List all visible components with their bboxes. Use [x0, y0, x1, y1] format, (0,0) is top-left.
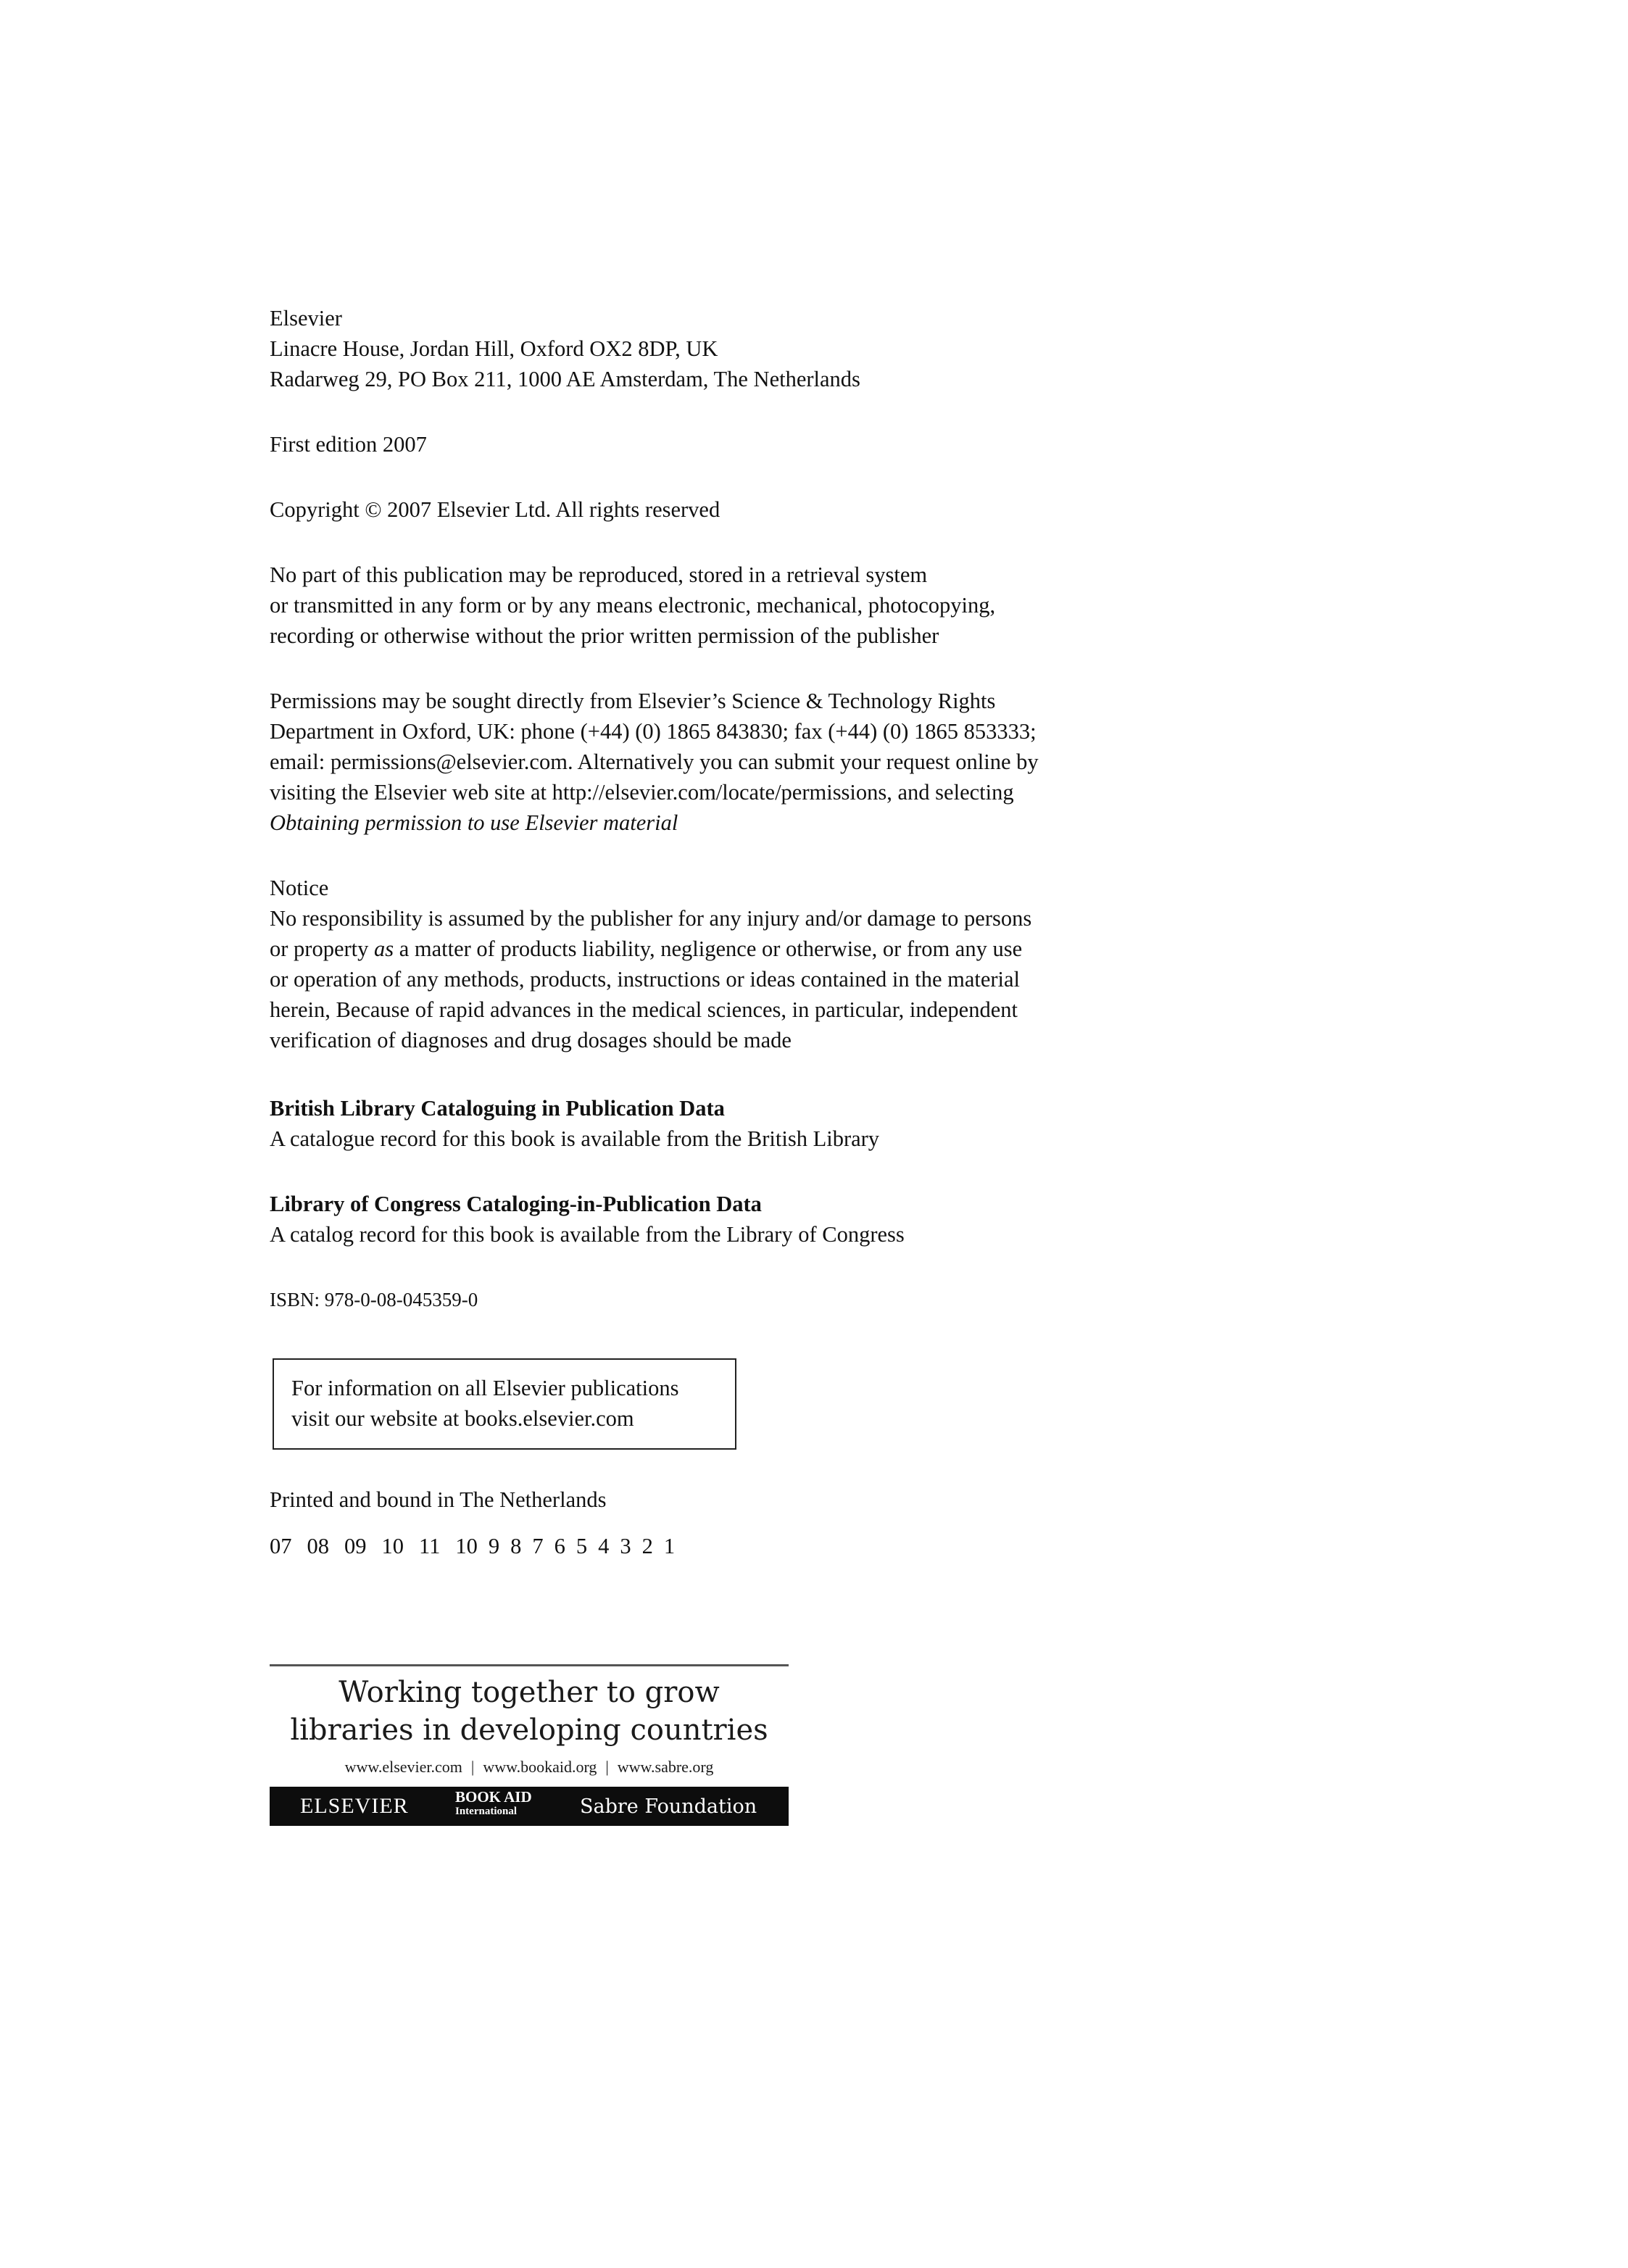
- print-number: 4: [598, 1534, 610, 1558]
- notice-line: verification of diagnoses and drug dosages should be made: [270, 1028, 792, 1052]
- printed-statement: Printed and bound in The Netherlands: [270, 1487, 607, 1512]
- notice-section: [270, 873, 1161, 1055]
- banner-slogan-line: Working together to grow: [339, 1676, 720, 1709]
- copyright-statement: Copyright © 2007 Elsevier Ltd. All rights reserved: [270, 497, 720, 522]
- banner-url: www.sabre.org: [617, 1758, 714, 1776]
- print-number: 2: [641, 1534, 653, 1558]
- permissions-line: email: permissions@elsevier.com. Alternatively you can submit your request online by: [270, 749, 1039, 774]
- banner-slogan: [270, 1674, 789, 1749]
- banner-logo-bar: [270, 1787, 789, 1826]
- print-number: 3: [620, 1534, 631, 1558]
- notice-line: No responsibility is assumed by the publisher for any injury and/or damage to persons: [270, 906, 1032, 931]
- publisher-address-nl: Radarweg 29, PO Box 211, 1000 AE Amsterdam, The Netherlands: [270, 367, 860, 391]
- imprint-block: [270, 303, 1161, 1561]
- print-number: 6: [554, 1534, 565, 1558]
- british-library-heading: British Library Cataloguing in Publication Data: [270, 1096, 725, 1121]
- print-number: 9: [488, 1534, 500, 1558]
- british-library-text: A catalogue record for this book is available from the British Library: [270, 1126, 880, 1151]
- elsevier-logo: ELSEVIER: [300, 1794, 409, 1818]
- permissions-line: Permissions may be sought directly from Elsevier’s Science & Technology Rights: [270, 689, 996, 713]
- reproduction-notice: [270, 560, 1161, 651]
- print-number: 5: [576, 1534, 588, 1558]
- print-number: 8: [510, 1534, 522, 1558]
- banner-url-separator: |: [470, 1758, 475, 1776]
- notice-line: herein, Because of rapid advances in the medical sciences, in particular, independent: [270, 997, 1018, 1022]
- print-number: 09: [344, 1534, 367, 1558]
- print-number: 07: [270, 1534, 292, 1558]
- print-number: 10: [381, 1534, 404, 1558]
- permissions-link-text: Obtaining permission to use Elsevier material: [270, 810, 678, 835]
- publisher-name: Elsevier: [270, 306, 342, 331]
- permissions-paragraph: [270, 686, 1161, 838]
- banner-url: www.elsevier.com: [344, 1758, 462, 1776]
- permissions-line: Department in Oxford, UK: phone (+44) (0) 1865 843830; fax (+44) (0) 1865 853333;: [270, 719, 1037, 744]
- publisher-address-uk: Linacre House, Jordan Hill, Oxford OX2 8DP, UK: [270, 336, 718, 361]
- loc-heading: Library of Congress Cataloging-in-Publication Data: [270, 1192, 762, 1216]
- banner-url: www.bookaid.org: [483, 1758, 597, 1776]
- isbn: ISBN: 978-0-08-045359-0: [270, 1289, 478, 1310]
- reproduction-line: or transmitted in any form or by any means electronic, mechanical, photocopying,: [270, 593, 996, 618]
- reproduction-line: recording or otherwise without the prior written permission of the publisher: [270, 623, 939, 648]
- print-number: 7: [532, 1534, 544, 1558]
- loc-text: A catalog record for this book is available from the Library of Congress: [270, 1222, 905, 1247]
- print-number-line: [270, 1531, 1161, 1561]
- notice-line: or property as a matter of products liability, negligence or otherwise, or from any use: [270, 936, 1023, 961]
- reproduction-line: No part of this publication may be reproduced, stored in a retrieval system: [270, 562, 928, 587]
- print-number: 10: [455, 1534, 478, 1558]
- edition-statement: First edition 2007: [270, 432, 427, 457]
- book-aid-logo: BOOK AID International: [455, 1788, 532, 1817]
- info-box: [273, 1358, 736, 1450]
- info-box-line: For information on all Elsevier publications: [291, 1376, 679, 1400]
- info-box-line: visit our website at books.elsevier.com: [291, 1406, 634, 1431]
- banner-slogan-line: libraries in developing countries: [290, 1714, 768, 1747]
- book-aid-banner: [270, 1664, 789, 1826]
- permissions-line: visiting the Elsevier web site at http://elsevier.com/locate/permissions, and selecting: [270, 780, 1014, 805]
- sabre-foundation-logo: Sabre Foundation: [580, 1795, 757, 1818]
- notice-heading: Notice: [270, 876, 329, 900]
- print-number: 08: [307, 1534, 329, 1558]
- notice-line: or operation of any methods, products, instructions or ideas contained in the material: [270, 967, 1021, 992]
- print-number: 1: [663, 1534, 676, 1558]
- print-number: 11: [419, 1534, 441, 1558]
- banner-urls: [270, 1758, 789, 1777]
- banner-url-separator: |: [605, 1758, 609, 1776]
